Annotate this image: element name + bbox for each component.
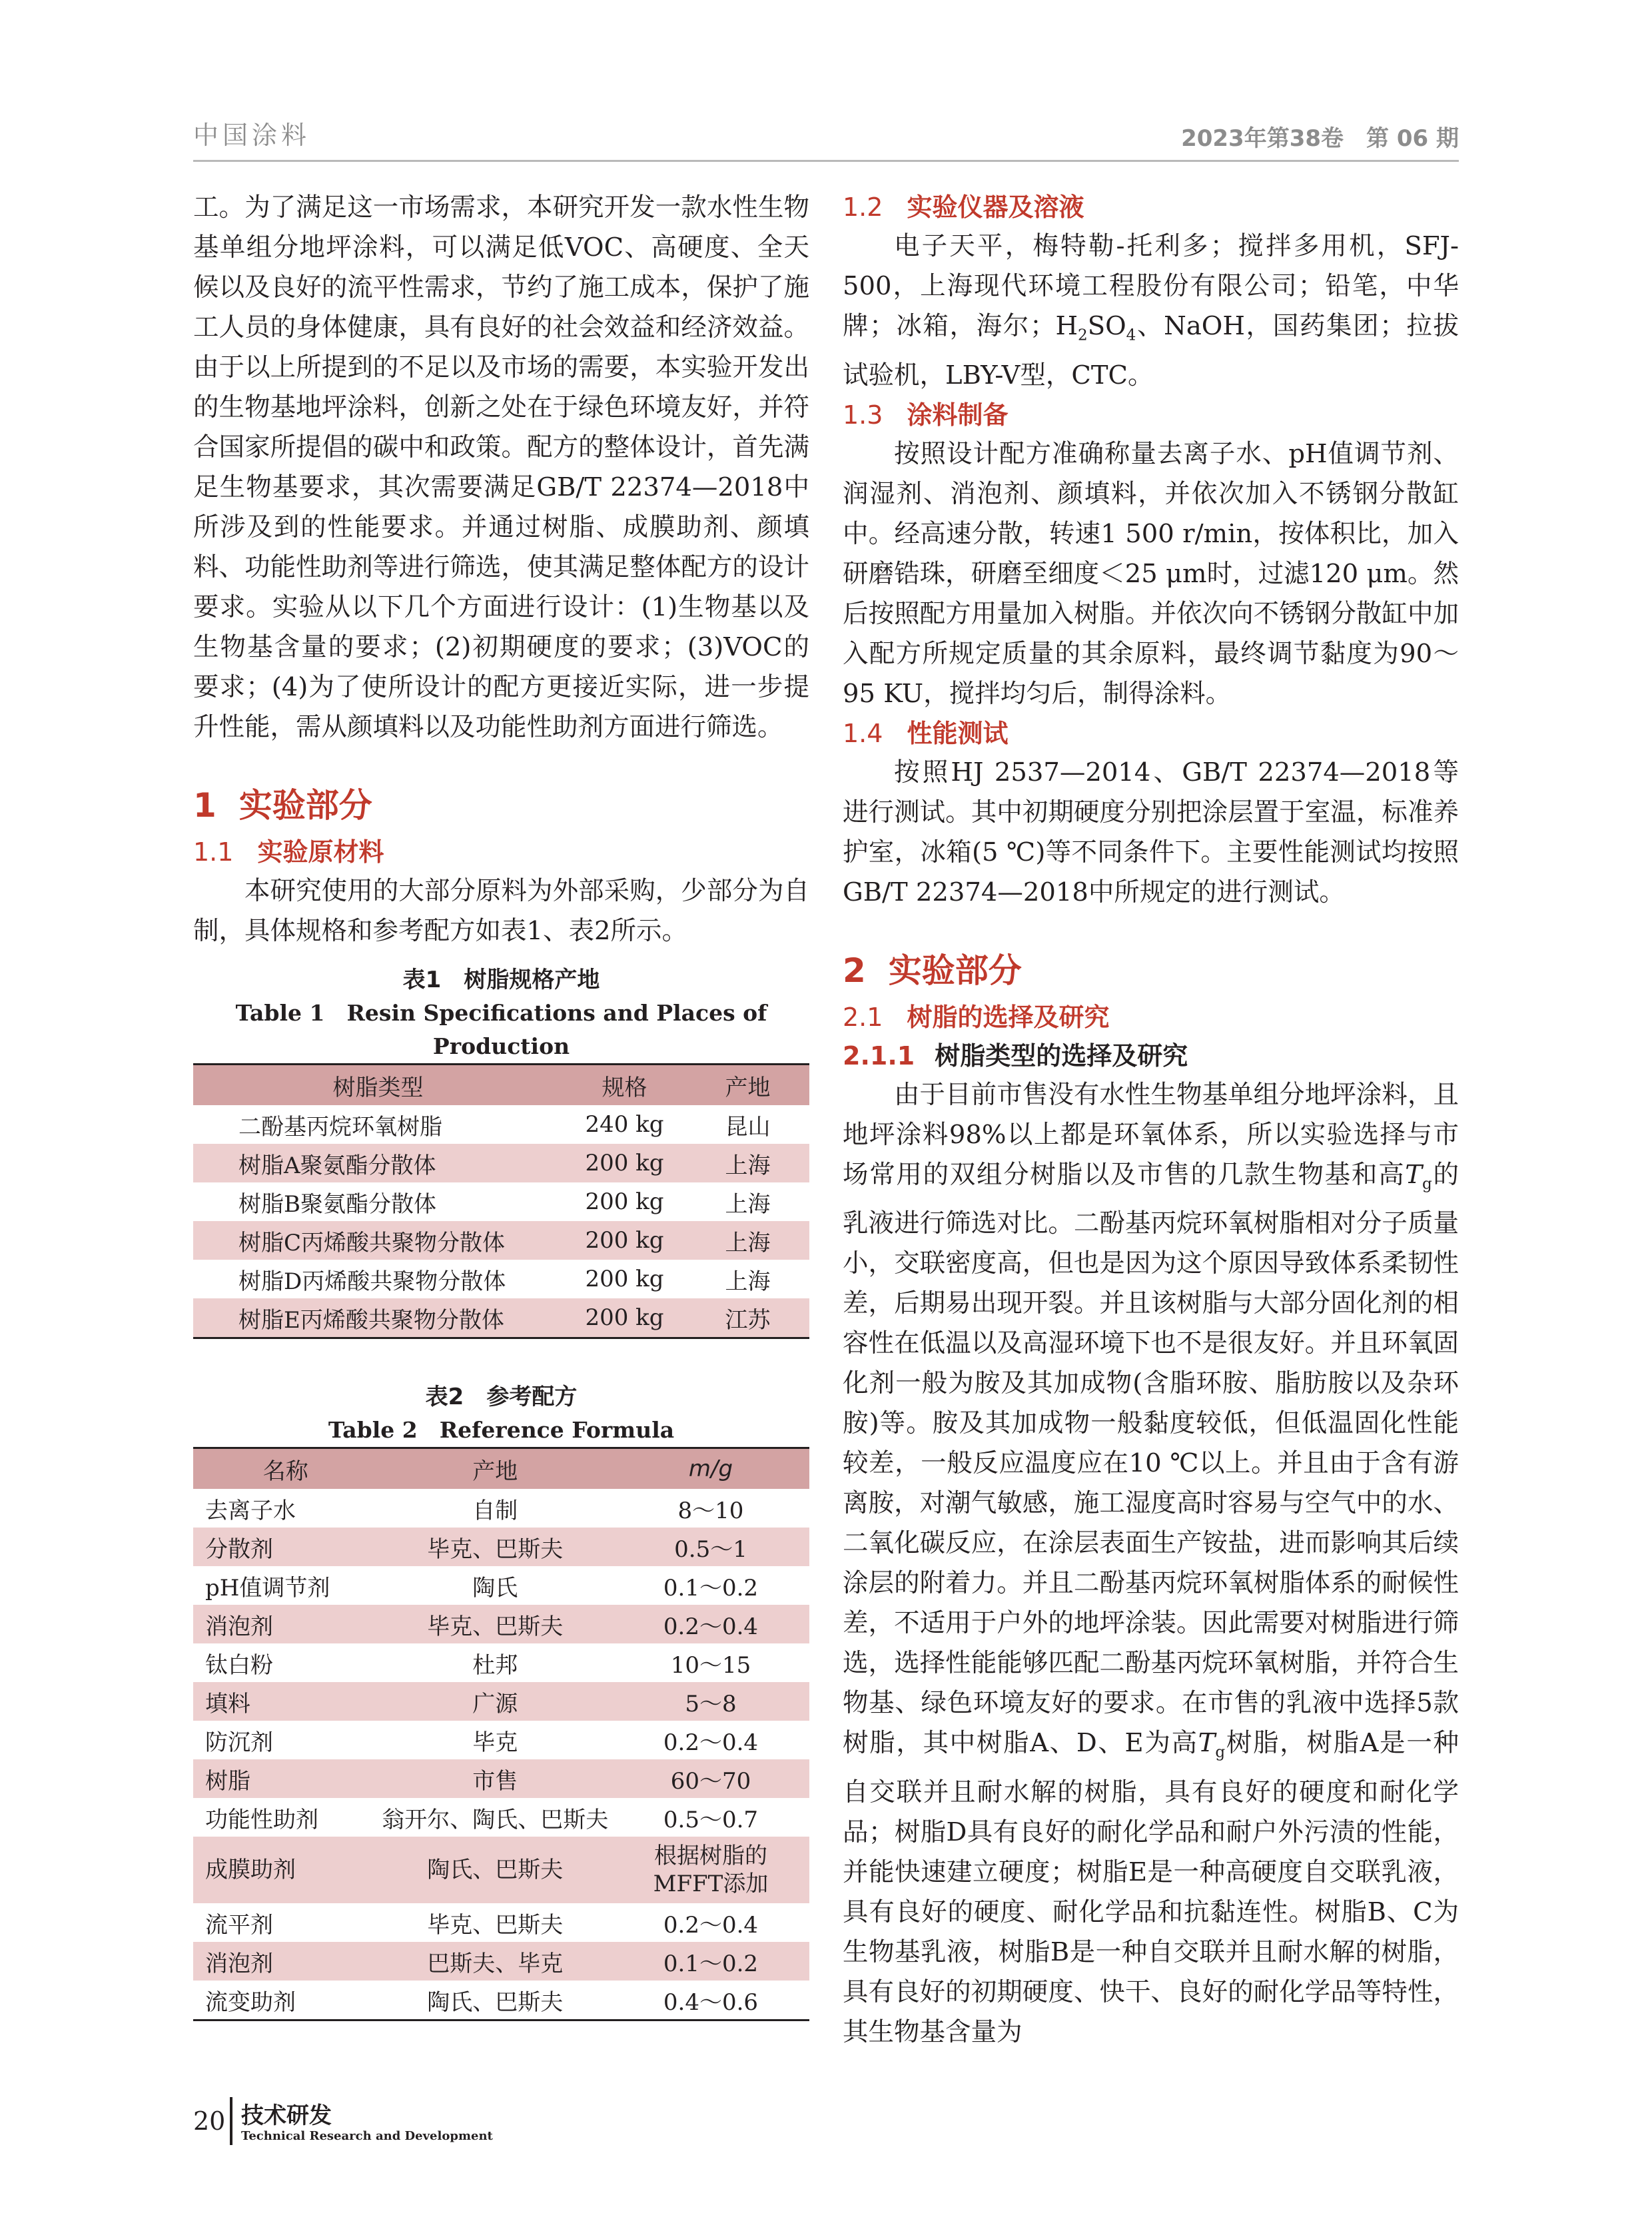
table-row: [193, 1105, 809, 1144]
table-row: [193, 1837, 809, 1903]
subsection-title: 树脂类型的选择及研究: [935, 1041, 1188, 1071]
table-cell: 市售: [378, 1759, 613, 1798]
subsection-1-3-heading: [843, 396, 1459, 434]
table-cell: 树脂E丙烯酸共聚物分散体: [193, 1298, 563, 1338]
table-cell: 分散剂: [193, 1528, 378, 1566]
page-number: 20: [193, 2106, 226, 2136]
section-2-heading: [843, 947, 1459, 994]
table-header: 产地: [378, 1448, 613, 1490]
table-cell: 翁开尔、陶氏、巴斯夫: [382, 1806, 609, 1833]
subsection-title: 实验原材料: [257, 837, 384, 867]
subsection-1-4-heading: [843, 714, 1459, 753]
table-row: [193, 1221, 809, 1260]
table-cell: 杜邦: [472, 1651, 518, 1679]
text-run: SO: [1087, 311, 1126, 341]
table-cell: pH值调节剂: [205, 1574, 330, 1601]
table-cell: 毕克、巴斯夫: [427, 1911, 564, 1939]
table-row: [193, 1942, 809, 1981]
table-row: [193, 1144, 809, 1182]
table-cell: 200 kg: [563, 1144, 686, 1182]
subsection-number: 2.1.1: [843, 1041, 915, 1071]
table-cell: 流平剂: [205, 1911, 273, 1939]
subscript: g: [1215, 1744, 1226, 1762]
subsection-number: 1.1: [193, 837, 234, 867]
table-row: [193, 1981, 809, 2020]
subsection-number: 2.1: [843, 1002, 883, 1032]
table-cell: 消泡剂: [193, 1605, 378, 1643]
table-cell: 树脂: [193, 1759, 378, 1798]
table-cell: 陶氏、巴斯夫: [378, 1837, 613, 1903]
table-cell: 流变助剂: [205, 1989, 296, 2016]
table-2-grid: [193, 1447, 809, 2021]
section-1-heading: [193, 782, 809, 829]
footer-section-cn: 技术研发: [241, 2102, 332, 2129]
subscript: 2: [1078, 326, 1088, 344]
text-run: 电子天平，梅特勒-托利多；搅拌多用机，SFJ-500，上海现代环境工程股份有限公司；铅笔，中华牌；冰箱，海尔；H: [843, 231, 1459, 341]
table-cell: 0.5～1: [612, 1528, 809, 1566]
table-cell: 0.4～0.6: [663, 1989, 759, 2016]
table-cell: 200 kg: [585, 1266, 664, 1292]
table-cell: 上海: [686, 1144, 809, 1182]
table-header: 树脂类型: [193, 1065, 563, 1106]
subsection-title: 树脂的选择及研究: [907, 1002, 1110, 1032]
subscript: 4: [1126, 326, 1136, 344]
table-cell: 上海: [686, 1221, 809, 1260]
table-cell: 广源: [378, 1682, 613, 1721]
subsection-title: 实验仪器及溶液: [907, 193, 1084, 222]
text-run: 的乳液进行筛选对比。二酚基丙烷环氧树脂相对分子质量小，交联密度高，但也是因为这个原因导致体系柔韧性差，后期易出现开裂。并且该树脂与大部分固化剂的相容性在低温以及高湿环境下也不是很友好。并且环氧固化剂一般为胺及其加成物(含脂环胺、脂肪胺以及杂环胺)等。胺及其加成物一般黏度较低，但低温固化性能较差，一般反应温度应在10 ℃以上。并且由于含有游离胺，对潮气敏感，施工湿度高时容易与空气中的水、二氧化碳反应，在涂层表面生产铵盐，进而影响其后续涂层的附着力。并且二酚基丙烷环氧树脂体系的耐候性差，不适用于户外的地坪涂装。因此需要对树脂进行筛选，选择性能能够匹配二酚基丙烷环氧树脂，并符合生物基、绿色环境友好的要求。在市售的乳液中选择5款树脂，其中树脂A、D、E为高: [843, 1159, 1459, 1759]
table-1-grid: [193, 1063, 809, 1339]
subsection-title: 涂料制备: [907, 400, 1009, 430]
table-cell: 树脂D丙烯酸共聚物分散体: [238, 1268, 506, 1295]
table-cell: 0.2～0.4: [663, 1911, 759, 1939]
table-2: [193, 1380, 809, 2021]
subsection-1-4-text: 按照HJ 2537—2014、GB/T 22374—2018等进行测试。其中初期硬度分别把涂层置于室温，标准养护室，冰箱(5 ℃)等不同条件下。主要性能测试均按照GB/T 22374—2018中所规定的进行测试。: [843, 757, 1459, 907]
table-cell: 5～8: [612, 1682, 809, 1721]
left-column: [193, 188, 809, 2021]
subsection-1-1-heading: [193, 833, 809, 871]
subsection-1-2-heading: [843, 188, 1459, 226]
table-cell: 0.5～0.7: [663, 1806, 759, 1833]
table-cell: 8～10: [677, 1497, 744, 1524]
table-2-caption-en: Table 2 Reference Formula: [328, 1417, 675, 1443]
table-cell: 防沉剂: [205, 1729, 273, 1756]
subsection-1-3-text: 按照设计配方准确称量去离子水、pH值调节剂、润湿剂、消泡剂、颜填料，并依次加入不锈钢分散缸中。经高速分散，转速1 500 r/min，按体积比，加入研磨锆珠，研磨至细度＜25 μm时，过滤120 μm。然后按照配方用量加入树脂。并依次向不锈钢分散缸中加入配方所规定质量的其余原料，最终调节黏度为90～95 KU，搅拌均匀后，制得涂料。: [843, 438, 1459, 709]
table-cell: 功能性助剂: [205, 1806, 318, 1833]
table-row: [193, 1903, 809, 1942]
right-column: [843, 188, 1459, 2052]
footer-section-en: Technical Research and Development: [241, 2129, 493, 2143]
subscript: g: [1422, 1175, 1432, 1193]
table-cell: 毕克、巴斯夫: [378, 1605, 613, 1643]
subsection-number: 1.4: [843, 718, 883, 748]
table-header: 规格: [563, 1065, 686, 1106]
table-cell: 陶氏、巴斯夫: [427, 1989, 564, 2016]
table-cell: 昆山: [725, 1113, 771, 1140]
text-run: 树脂，树脂A是一种自交联并且耐水解的树脂，具有良好的硬度和耐化学品；树脂D具有良好的耐化学品和耐户外污渍的性能，并能快速建立硬度；树脂E是一种高硬度自交联乳液，具有良好的硬度、耐化学品和抗黏连性。树脂B、C为生物基乳液，树脂B是一种自交联并且耐水解的树脂，具有良好的初期硬度、快干、良好的耐化学品等特性，其生物基含量为: [843, 1728, 1459, 2048]
subsection-number: 1.2: [843, 193, 883, 222]
table-cell: 240 kg: [585, 1111, 664, 1138]
symbol-T: T: [1198, 1728, 1216, 1759]
section-title: 实验部分: [238, 786, 372, 825]
table-cell: 0.1～0.2: [663, 1574, 759, 1601]
table-cell: 200 kg: [563, 1221, 686, 1260]
table-cell: 200 kg: [563, 1298, 686, 1338]
table-row: [193, 1260, 809, 1298]
table-header: 产地: [686, 1065, 809, 1106]
table-cell: 上海: [725, 1268, 771, 1295]
table-row: [193, 1489, 809, 1528]
table-2-caption: 表2 参考配方: [425, 1384, 578, 1410]
table-cell: 成膜助剂: [193, 1837, 378, 1903]
subsection-2-1-1-heading: [843, 1037, 1459, 1075]
table-header: [612, 1448, 809, 1490]
section-title: 实验部分: [888, 951, 1022, 990]
table-cell: 去离子水: [205, 1497, 296, 1524]
subsection-number: 1.3: [843, 400, 883, 430]
table-cell: 毕克: [472, 1729, 518, 1756]
subsection-title: 性能测试: [907, 718, 1009, 748]
table-cell: 60～70: [612, 1759, 809, 1798]
header-rule: [193, 160, 1459, 162]
issue-info: 2023年第38卷 第 06 期: [1181, 125, 1459, 152]
section-number: 1: [193, 786, 216, 825]
table-row: [193, 1298, 809, 1338]
table-cell: 上海: [725, 1190, 771, 1218]
table-1: [193, 963, 809, 1339]
table-row: [193, 1182, 809, 1221]
subsection-2-1-1-text: [843, 1075, 1459, 2052]
table-row: [193, 1643, 809, 1682]
section-number: 2: [843, 951, 866, 990]
table-row: [193, 1528, 809, 1566]
table-cell: 填料: [193, 1682, 378, 1721]
table-cell: 根据树脂的MFFT添加: [612, 1837, 809, 1903]
table-cell: 0.1～0.2: [612, 1942, 809, 1981]
table-cell: 0.2～0.4: [612, 1605, 809, 1643]
table-cell: 江苏: [686, 1298, 809, 1338]
subsection-1-2-text: [843, 226, 1459, 396]
intro-paragraph: 工。为了满足这一市场需求，本研究开发一款水性生物基单组分地坪涂料，可以满足低VOC、高硬度、全天候以及良好的流平性需求，节约了施工成本，保护了施工人员的身体健康，具有良好的社会效益和经济效益。由于以上所提到的不足以及市场的需要，本实验开发出的生物基地坪涂料，创新之处在于绿色环境友好，并符合国家所提倡的碳中和政策。配方的整体设计，首先满足生物基要求，其次需要满足GB/T 22374—2018中所涉及到的性能要求。并通过树脂、成膜助剂、颜填料、功能性助剂等进行筛选，使其满足整体配方的设计要求。实验从以下几个方面进行设计：(1)生物基以及生物基含量的要求；(2)初期硬度的要求；(3)VOC的要求；(4)为了使所设计的配方更接近实际，进一步提升性能，需从颜填料以及功能性助剂方面进行筛选。: [193, 193, 809, 742]
table-row: [193, 1682, 809, 1721]
table-cell: 自制: [472, 1497, 518, 1524]
table-cell: 陶氏: [472, 1574, 518, 1601]
text-run: 、NaOH，国药集团；拉拔试验机，LBY-V型，CTC。: [843, 311, 1459, 390]
table-cell: 树脂B聚氨酯分散体: [238, 1190, 436, 1218]
table-row: [193, 1759, 809, 1798]
symbol-T: T: [1405, 1159, 1422, 1190]
table-cell: 10～15: [670, 1651, 751, 1679]
table-row: [193, 1798, 809, 1837]
table-row: [193, 1721, 809, 1759]
table-cell: 200 kg: [585, 1188, 664, 1215]
journal-name: 中国涂料: [193, 121, 311, 150]
table-1-caption: 表1 树脂规格产地: [402, 967, 600, 993]
table-header: 名称: [193, 1448, 378, 1490]
table-cell: 树脂A聚氨酯分散体: [193, 1144, 563, 1182]
table-cell: 0.2～0.4: [663, 1729, 759, 1756]
table-cell: 树脂C丙烯酸共聚物分散体: [193, 1221, 563, 1260]
text-run: 由于目前市售没有水性生物基单组分地坪涂料，且地坪涂料98%以上都是环氧体系，所以实验选择与市场常用的双组分树脂以及市售的几款生物基和高: [843, 1079, 1459, 1190]
table-cell: 二酚基丙烷环氧树脂: [238, 1113, 442, 1140]
mass-header: m/g: [688, 1456, 733, 1482]
table-row: [193, 1605, 809, 1643]
table-cell: 钛白粉: [205, 1651, 273, 1679]
footer-divider: [230, 2097, 232, 2145]
table-cell: 消泡剂: [193, 1942, 378, 1981]
table-cell: 毕克、巴斯夫: [378, 1528, 613, 1566]
table-row: [193, 1566, 809, 1605]
subsection-1-1-text: 本研究使用的大部分原料为外部采购，少部分为自制，具体规格和参考配方如表1、表2所示。: [193, 876, 809, 946]
subsection-2-1-heading: [843, 998, 1459, 1037]
table-cell: 巴斯夫、毕克: [378, 1942, 613, 1981]
table-1-caption-en: Table 1 Resin Specifications and Places of Production: [235, 1000, 767, 1059]
